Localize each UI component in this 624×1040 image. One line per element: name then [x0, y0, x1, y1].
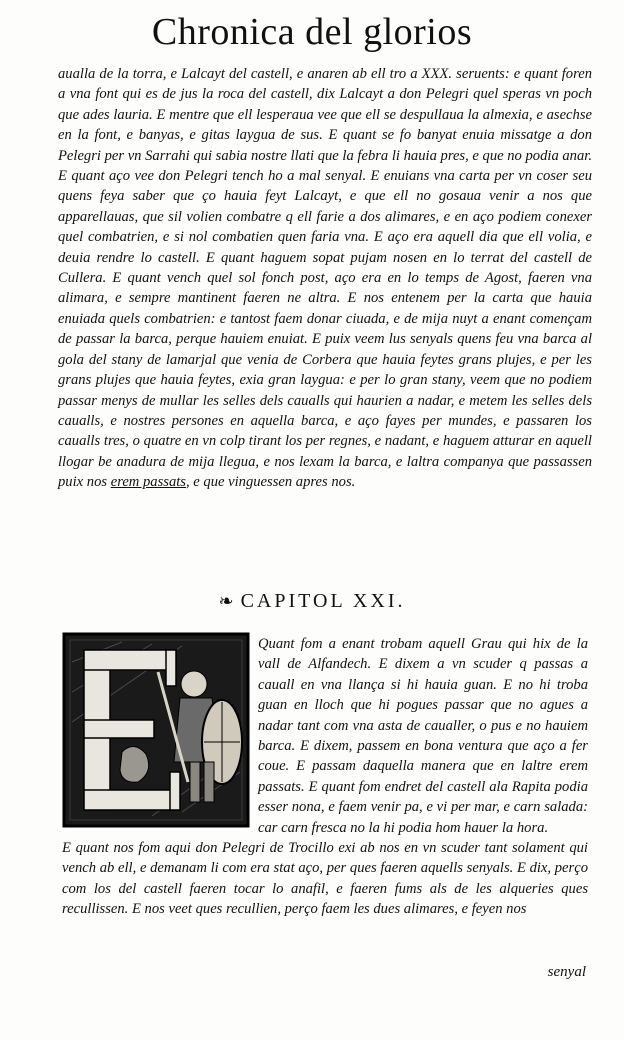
running-head: Chronica del glorios: [151, 11, 473, 53]
chapter-heading: [0, 590, 624, 613]
decorated-initial-e-icon: [62, 632, 250, 828]
body-text-main: aualla de la torra, e Lalcayt del castell, e anaren ab ell tro a XXX. seruents: e quant foren a vna font qui es de jus la roca del castell, dix Lalcayt a don Pelegri quel speras vn poch que ades lauria. E mentre que ell lesperaua vee que ell se despullaua la almexia, e asechse en la font, e banyas, e gitas laygua de sus. E quant se fo banyat enuia missatge a don Pelegri per vn Sarrahi qui sabia nostre llati que la febra li hauia pres, e que no podia anar. E quant aço vee don Pelegri tench ho a mal senyal. E enuians vna carta per vn coser seu quens feya saber que ço hauia feyt Lalcayt, e que ell no gosaua venir a nos que apparellauas, que sil volien combatre q ell farie a dos alimares, e en aço podiem conexer quel combatrien, e si nol combatien quen faria vna. E aço era aquell dia que ell volia, e deuia rendre lo castell. E quant haguem sopat pujam nosen en lo terrat del castell de Cullera. E quant vench quel sol fonch post, aço era en lo temps de Agost, faeren vna alimara, e sempre mantinent faeren ne altra. E nos entenem per la carta que hauia enuiada quels combatrien: e tantost faem donar ciuada, e de mija nuyt a enant començam de passar la barca, perque hauiem enuiat. E puix veem lus senyals quens feu vna barca al gola del stany de lamarjal que venia de Corbera que hauia feytes grans plujes, e per les grans plujes que hauia feytes, exia gran laygua: e per lo gran stany, veem que no podiem passar menys de mullar les selles dels caualls qui haurien a nadar, e metem les selles dels caualls, e nostres persones en aquella barca, e aço fayes per mundes, e passaren los caualls tres, o quatre en vn colp tirant los per regnes, e nadant, e haguem atturar en aquell llogar be anadura de mija llegua, e nos lexam la barca, e laltra companya que passassen puix nos: [58, 66, 592, 491]
chapter-heading-label: CAPITOL XXI.: [240, 590, 406, 612]
fleuron-icon: ❧: [218, 591, 237, 611]
body-text: [58, 64, 592, 493]
chapter-continued-text: E quant nos fom aqui don Pelegri de Trocillo exi ab nos en vn scuder tant solament qui vench ab ell, e demanam li com era stat aço, per ques faeren aquells senyals. E dix, perço com los del castell faeren tocar lo anafil, e faeren fums als de les alqueries ques recullissen. E nos veet ques recullien, perço faem les dues alimares, e feyen nos: [62, 840, 588, 918]
underlined-phrase: erem passats: [110, 474, 186, 491]
catchword: senyal: [547, 964, 586, 980]
body-text-end: , e que vinguessen apres nos.: [185, 474, 356, 491]
body-paragraph: [58, 64, 592, 493]
chapter-opening-text: Quant fom a enant trobam aquell Grau qui hix de la vall de Alfandech. E dixem a vn scuder q passas a cauall en vna llança si hi hauia guan. E no hi troba guan en lloch que hi pogues passar que no agues a nadar tant com vna asta de caualler, o pus e no hauiem barca. E dixem, passem en bona ventura que aço a fer coue. E passam daquella manera que en laltre erem passats. E quant fom endret del castell ala Rapita podia esser nona, e faem venir pa, e vi per mar, e carn salada: car carn fresca no la hi podia hom hauer la hora.: [258, 636, 588, 836]
